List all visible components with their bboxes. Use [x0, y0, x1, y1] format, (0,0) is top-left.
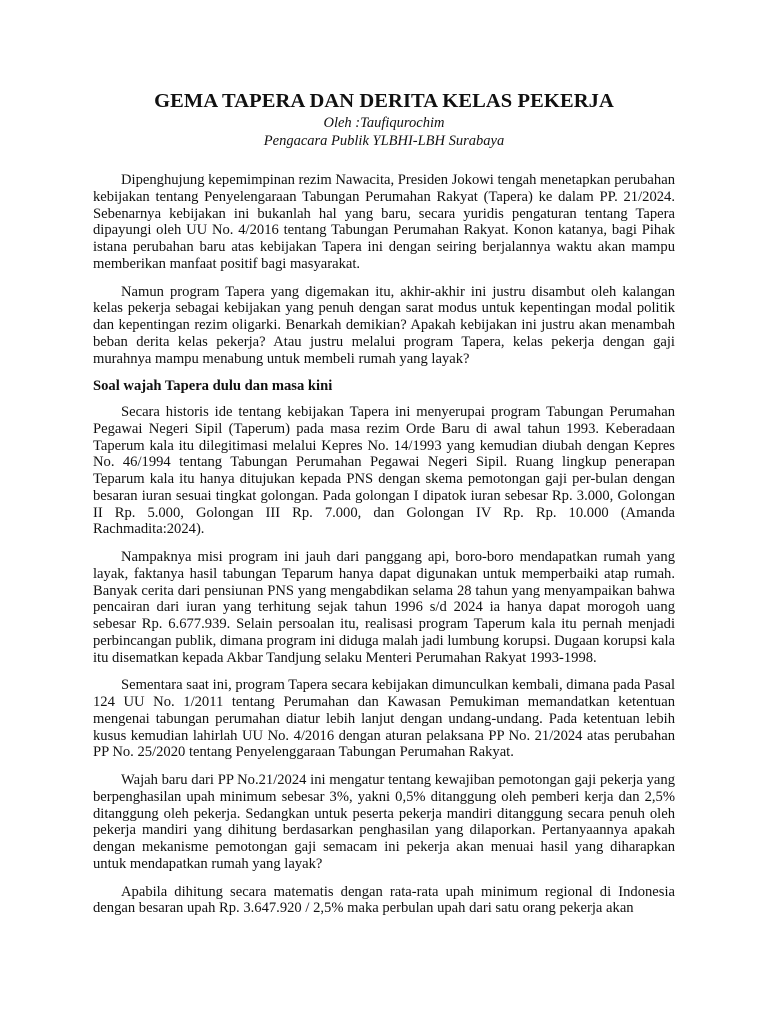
body-paragraph: Secara historis ide tentang kebijakan Tapera ini menyerupai program Tabungan Perumahan Pegawai Negeri Sipil (Taperum) pada masa rezim Orde Baru di awal tahun 1993. Keberadaan Taperum kala itu dilegitimasi melalui Kepres No. 14/1993 yang kemudian diubah dengan Kepres No. 46/1994 tentang Tabungan Perumahan Pegawai Negeri Sipil. Ruang lingkup penerapan Teparum kala itu hanya ditujukan kepada PNS dengan skema pemotongan gaji per-bulan dengan besaran iuran sesuai tingkat golongan. Pada golongan I dipatok iuran sebesar Rp. 3.000, Golongan II Rp. 5.000, Golongan III Rp. 7.000, dan Golongan IV Rp. Rp. 10.000 (Amanda Rachmadita:2024). — [93, 404, 675, 538]
body-paragraph: Sementara saat ini, program Tapera secara kebijakan dimunculkan kembali, dimana pada Pasal 124 UU No. 1/2011 tentang Perumahan dan Kawasan Pemukiman memandatkan ketentuan mengenai tabungan perumahan diatur lebih lanjut dengan undang-undang. Pada ketentuan lebih kusus kemudian lahirlah UU No. 4/2016 dengan aturan pelaksana PP No. 21/2024 atas perubahan PP No. 25/2020 tentang Penyelenggaraan Tabungan Perumahan Rakyat. — [93, 677, 675, 761]
body-paragraph: Nampaknya misi program ini jauh dari panggang api, boro-boro mendapatkan rumah yang layak, faktanya hasil tabungan Teparum hanya dapat digunakan untuk memperbaiki atap rumah. Banyak cerita dari pensiunan PNS yang mengabdikan selama 28 tahun yang menyampaikan bahwa pencairan dari iuran yang terhitung sejak tahun 1996 s/d 2024 ia hanya dapat morogoh uang sebesar Rp. 6.677.939. Selain persoalan itu, realisasi program Taperum kala itu pernah menjadi perbincangan publik, dimana program ini diduga malah jadi lumbung korupsi. Dugaan korupsi kala itu disematkan kepada Akbar Tandjung selaku Menteri Perumahan Rakyat 1993-1998. — [93, 549, 675, 666]
body-paragraph: Apabila dihitung secara matematis dengan rata-rata upah minimum regional di Indonesia dengan besaran upah Rp. 3.647.920 / 2,5% maka perbulan upah dari satu orang pekerja akan — [93, 883, 675, 917]
section-heading: Soal wajah Tapera dulu dan masa kini — [93, 378, 333, 395]
body-paragraph: Namun program Tapera yang digemakan itu, akhir-akhir ini justru disambut oleh kalangan kelas pekerja sebagai kebijakan yang penuh dengan sarat modus untuk kepentingan modal politik dan kepentingan rezim oligarki. Benarkah demikian? Apakah kebijakan ini justru akan menambah beban derita kelas pekerja? Atau justru melalui program Tapera, kelas pekerja dengan gaji murahnya mampu menabung untuk membeli rumah yang layak? — [93, 283, 675, 367]
author-byline: Oleh :Taufiqurochim — [323, 115, 445, 131]
body-paragraph: Wajah baru dari PP No.21/2024 ini mengatur tentang kewajiban pemotongan gaji pekerja yang berpenghasilan upah minimum sebesar 3%, yakni 0,5% ditanggung oleh pemberi kerja dan 2,5% ditanggung oleh pekerja. Sedangkan untuk peserta pekerja mandiri ditanggung secara penuh oleh pekerja mandiri yang dihitung berdasarkan penghasilan yang dilaporkan. Pertanyaannya apakah dengan mekanisme pemotongan gaji semacam ini pekerja akan menuai hasil yang diharapkan untuk mendapatkan rumah yang layak? — [93, 772, 675, 872]
document-title: GEMA TAPERA DAN DERITA KELAS PEKERJA — [154, 90, 614, 112]
body-paragraph: Dipenghujung kepemimpinan rezim Nawacita, Presiden Jokowi tengah menetapkan perubahan kebijakan tentang Penyelengaraan Tabungan Perumahan Rakyat (Tapera) ke dalam PP. 21/2024. Sebenarnya kebijakan ini bukanlah hal yang baru, secara yuridis pengaturan tentang Tapera dipayungi oleh UU No. 4/2016 tentang Tabungan Perumahan Rakyat. Konon katanya, bagi Pihak istana perubahan baru atas kebijakan Tapera ini dengan seiring berjalannya waktu akan mampu memberikan manfaat positif bagi masyarakat. — [93, 172, 675, 272]
document-page — [93, 88, 675, 928]
author-affiliation: Pengacara Publik YLBHI-LBH Surabaya — [263, 133, 505, 149]
